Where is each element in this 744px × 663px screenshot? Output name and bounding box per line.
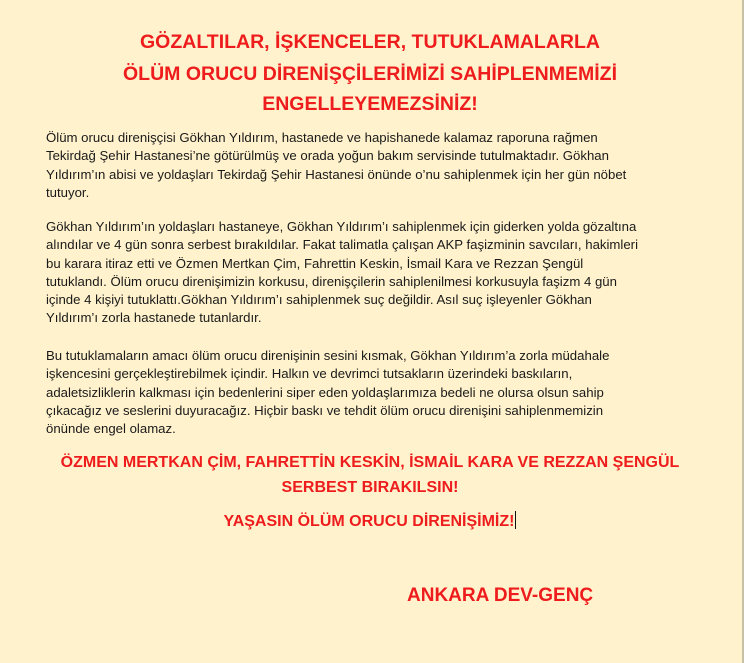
headline-line-2: ÖLÜM ORUCU DİRENİŞÇİLERİMİZİ SAHİPLENMEMİZİ	[123, 63, 617, 85]
paragraph-line: tutuklandı. Ölüm orucu direnişimizin korkusu, direnişçilerin sahiplenilmesi korkusuyla faşizm 4 gün	[46, 273, 617, 289]
slogan-resistance[interactable]	[30, 510, 710, 534]
slogan-names: ÖZMEN MERTKAN ÇİM, FAHRETTİN KESKİN, İSMAİL KARA VE REZZAN ŞENGÜL	[60, 454, 680, 471]
paragraph-line: içinde 4 kişiyi tutuklattı.Gökhan Yıldırım’ı sahiplenmek suç değildir. Asıl suç işleyenler Gökhan	[46, 292, 592, 308]
paragraph-3	[46, 347, 686, 438]
paragraph-line: bu karara itiraz etti ve Özmen Mertkan Çim, Fahrettin Keskin, İsmail Kara ve Rezzan Şengül	[46, 255, 584, 271]
paragraph-line: önünde engel olamaz.	[46, 421, 176, 437]
paragraph-line: Gökhan Yıldırım’ın yoldaşları hastaneye, Gökhan Yıldırım’ı sahiplenmek için giderken yolda gözaltına	[46, 219, 637, 234]
paragraph-line: işkencesini gerçekleştirebilmek içindir. Halkın ve devrimci tutsakların üzerindeki baskıların,	[46, 366, 573, 382]
headline-line-1: GÖZALTILAR, İŞKENCELER, TUTUKLAMALARLA	[139, 31, 600, 53]
paragraph-line: Tekirdağ Şehir Hastanesi’ne götürülmüş ve orada yoğun bakım servisinde tutulmaktadır. Gökhan	[46, 148, 609, 164]
headline-line-3: ENGELLEYEMEZSİNİZ!	[262, 93, 478, 115]
signature: ANKARA DEV-GENÇ	[407, 585, 594, 606]
slogan-resistance-text: YAŞASIN ÖLÜM ORUCU DİRENİŞİMİZ!	[223, 513, 515, 530]
paragraph-line: tutuyor.	[46, 184, 90, 200]
paragraph-line: Yıldırım’ı zorla hastanede tutanlardır.	[46, 310, 262, 326]
text-cursor	[515, 511, 516, 529]
paragraph-1	[46, 129, 686, 202]
paragraph-line: Yıldırım’ın abisi ve yoldaşları Tekirdağ Şehir Hastanesi önünde o’nu sahiplenmek için her gün nöbet	[46, 166, 627, 182]
paragraph-2	[46, 218, 686, 328]
paragraph-line: Ölüm orucu direnişçisi Gökhan Yıldırım, hastanede ve hapishanede kalamaz raporuna rağmen	[46, 130, 598, 145]
slogan-release: SERBEST BIRAKILSIN!	[281, 479, 459, 496]
paragraph-line: Bu tutuklamaların amacı ölüm orucu direnişinin sesini kısmak, Gökhan Yıldırım’a zorla müdahale	[46, 348, 610, 363]
paragraph-line: adaletsizliklerin kalkması için bedenlerini siper eden yoldaşlarımıza bedeli ne olursa olsun sahip	[46, 384, 604, 400]
paragraph-line: alındılar ve 4 gün sonra serbest bırakıldılar. Fakat talimatla çalışan AKP faşizminin savcıları, hakimleri	[46, 237, 638, 253]
paragraph-line: çıkacağız ve seslerini duyuracağız. Hiçbir baskı ve tehdit ölüm orucu direnişini sahiplenmemizin	[46, 402, 604, 418]
